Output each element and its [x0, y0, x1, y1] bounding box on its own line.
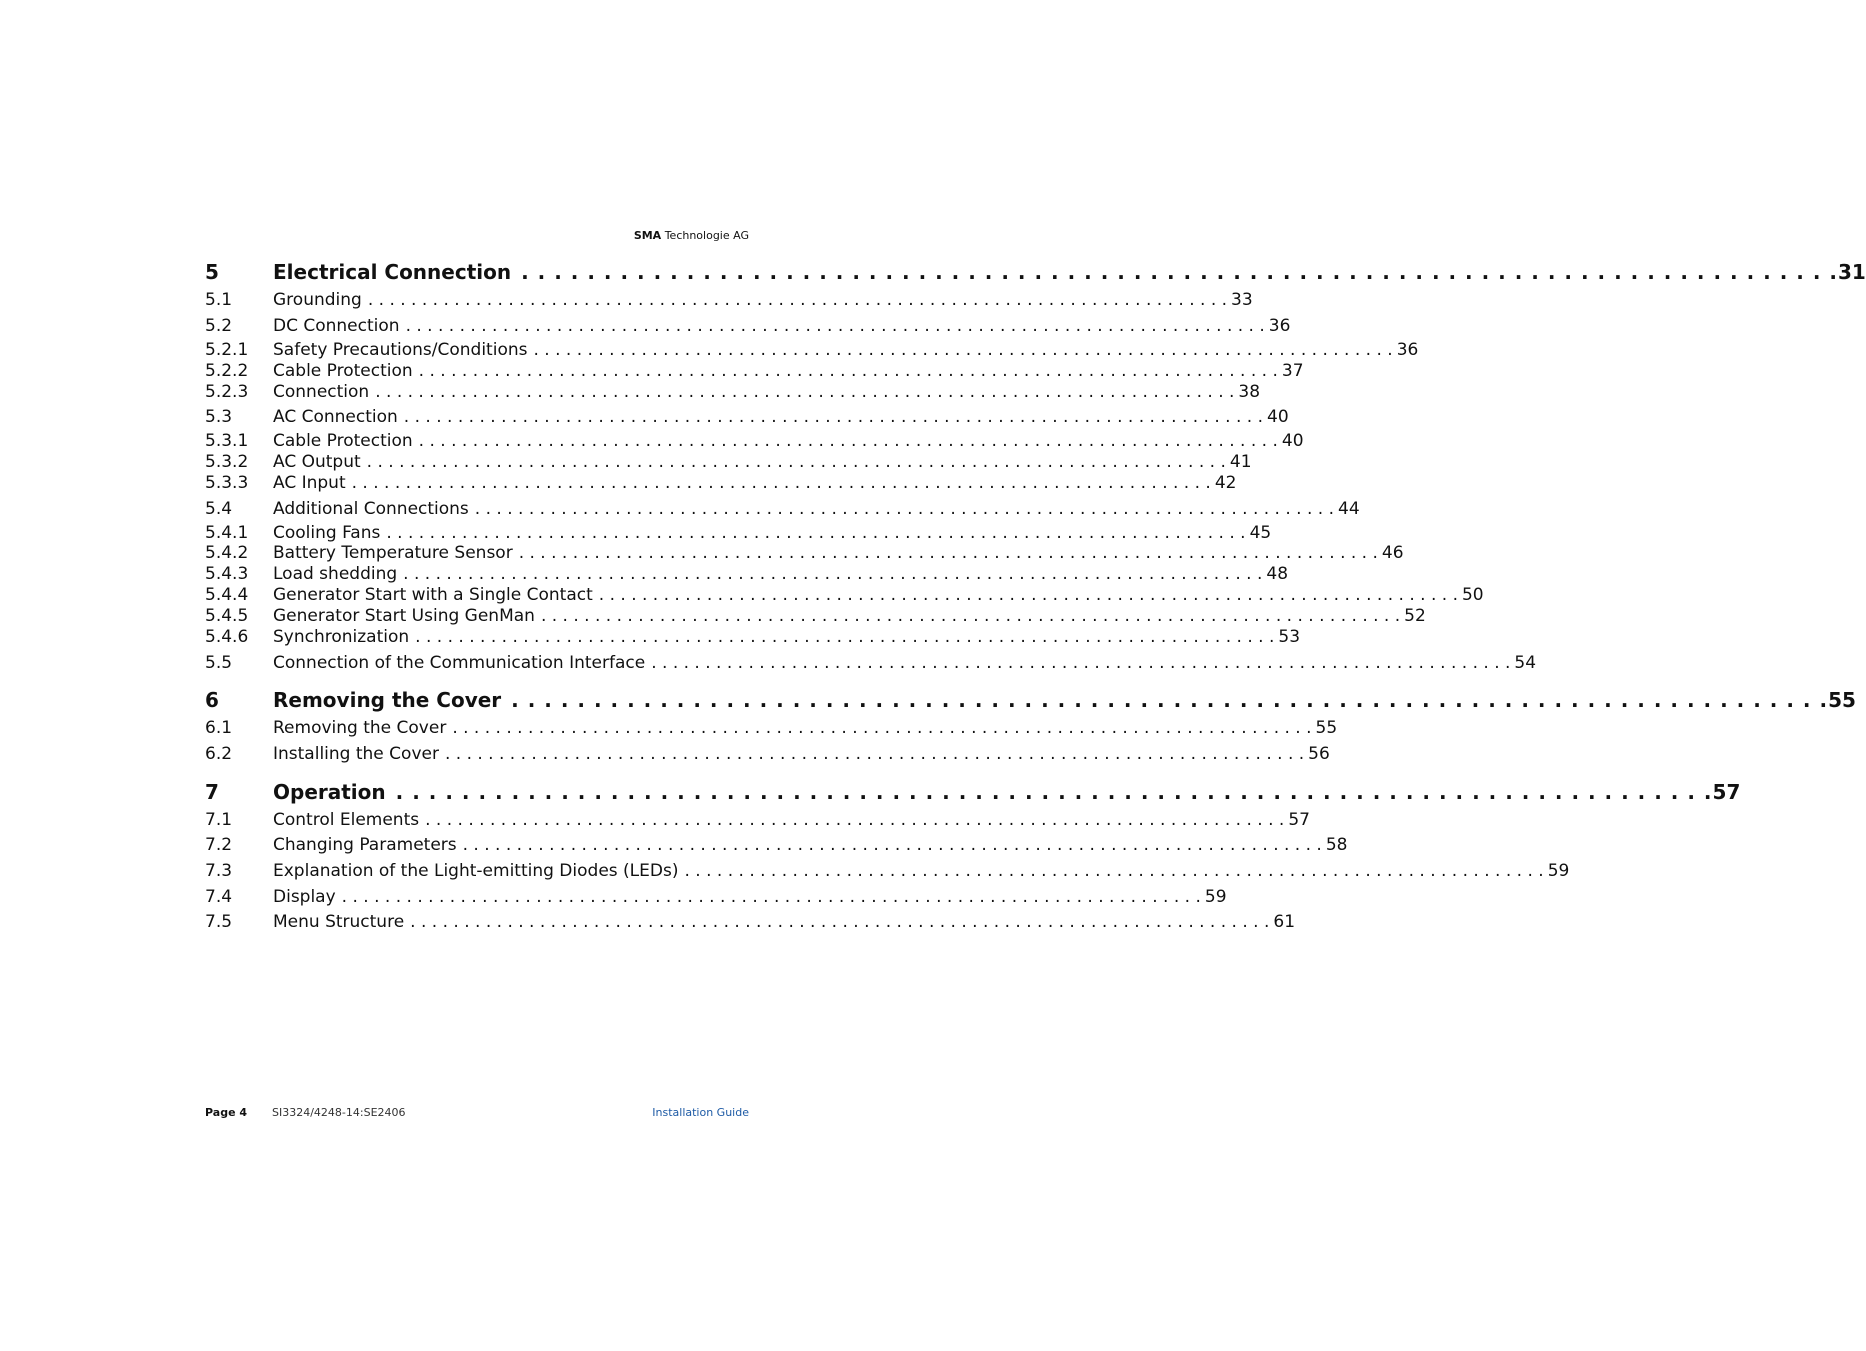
- toc-page-number: 58: [1325, 835, 1348, 855]
- toc-dot-leader: . . . . . . . . . . . . . . . . . . . . . . . . . . . . . . . . . . . . . . . . . . . . . . . . . . . . . . . . . . . . . . . . . . . . . . . . . . . . . . . .: [651, 653, 1511, 673]
- toc-dot-leader: . . . . . . . . . . . . . . . . . . . . . . . . . . . . . . . . . . . . . . . . . . . . . . . . . . . . . . . . . . . . . . . . . . . . . . . . . . . . . . . .: [444, 744, 1305, 764]
- toc-section-number: 7.3: [205, 861, 233, 881]
- toc-dot-leader: . . . . . . . . . . . . . . . . . . . . . . . . . . . . . . . . . . . . . . . . . . . . . . . . . . . . . . . . . . . . . . . . . . . . . . . . . . . . . . . .: [533, 340, 1393, 360]
- toc-entry-row[interactable]: [205, 451, 1252, 473]
- toc-section-title: Removing the Cover: [273, 718, 447, 738]
- toc-dot-leader: . . . . . . . . . . . . . . . . . . . . . . . . . . . . . . . . . . . . . . . . . . . . . . . . . . . . . . . . . . . . . . . . . . . . . . . . . . . . . . . .: [521, 260, 1838, 284]
- toc-entry-row[interactable]: [205, 626, 1301, 648]
- toc-page-number: 55: [1828, 688, 1856, 712]
- toc-entry-row[interactable]: [205, 289, 1253, 311]
- toc-section-title: Control Elements: [273, 810, 420, 830]
- toc-section-title: Menu Structure: [273, 912, 405, 932]
- toc-page-number: 61: [1273, 912, 1296, 932]
- toc-entry-row[interactable]: [205, 563, 1289, 585]
- toc-section-title: AC Input: [273, 473, 346, 493]
- toc-section-title: Generator Start with a Single Contact: [273, 585, 593, 605]
- toc-dot-leader: . . . . . . . . . . . . . . . . . . . . . . . . . . . . . . . . . . . . . . . . . . . . . . . . . . . . . . . . . . . . . . . . . . . . . . . . . . . . . . . .: [367, 290, 1228, 310]
- toc-entry-row[interactable]: [205, 911, 1296, 933]
- toc-section-number: 5.2: [205, 316, 233, 336]
- toc-page-number: 50: [1461, 585, 1484, 605]
- toc-section-number: 6.2: [205, 744, 233, 764]
- brand-name: SMA: [633, 229, 662, 242]
- toc-section-title: Electrical Connection: [273, 260, 512, 284]
- toc-section-number: 5.3.1: [205, 431, 249, 451]
- toc-dot-leader: . . . . . . . . . . . . . . . . . . . . . . . . . . . . . . . . . . . . . . . . . . . . . . . . . . . . . . . . . . . . . . . . . . . . . . . . . . . . . . . .: [598, 585, 1458, 605]
- toc-entry-row[interactable]: [205, 381, 1261, 403]
- toc-section-title: Changing Parameters: [273, 835, 457, 855]
- toc-section-number: 5.4.4: [205, 585, 249, 605]
- toc-section-number: 5.4.1: [205, 523, 249, 543]
- toc-page-number: 40: [1267, 407, 1289, 427]
- toc-section-number: 6: [205, 688, 219, 712]
- toc-section-number: 5.5: [205, 653, 233, 673]
- toc-section-title: Display: [273, 887, 336, 907]
- toc-dot-leader: . . . . . . . . . . . . . . . . . . . . . . . . . . . . . . . . . . . . . . . . . . . . . . . . . . . . . . . . . . . . . . . . . . . . . . . . . . . . . . . .: [540, 606, 1401, 626]
- toc-section-number: 5.2.2: [205, 361, 249, 381]
- toc-chapter-row[interactable]: [205, 687, 1856, 713]
- toc-section-number: 5.4.5: [205, 606, 249, 626]
- toc-section-number: 7.1: [205, 810, 233, 830]
- toc-dot-leader: . . . . . . . . . . . . . . . . . . . . . . . . . . . . . . . . . . . . . . . . . . . . . . . . . . . . . . . . . . . . . . . . . . . . . . . . . . . . . . . .: [405, 316, 1265, 336]
- toc-entry-row[interactable]: [205, 743, 1330, 765]
- toc-entry-row[interactable]: [205, 360, 1304, 382]
- toc-dot-leader: . . . . . . . . . . . . . . . . . . . . . . . . . . . . . . . . . . . . . . . . . . . . . . . . . . . . . . . . . . . . . . . . . . . . . . . . . . . . . . . .: [415, 627, 1275, 647]
- toc-dot-leader: . . . . . . . . . . . . . . . . . . . . . . . . . . . . . . . . . . . . . . . . . . . . . . . . . . . . . . . . . . . . . . . . . . . . . . . . . . . . . . . .: [410, 912, 1270, 932]
- toc-page-number: 54: [1514, 653, 1537, 673]
- toc-section-number: 5.3.2: [205, 452, 249, 472]
- toc-dot-leader: . . . . . . . . . . . . . . . . . . . . . . . . . . . . . . . . . . . . . . . . . . . . . . . . . . . . . . . . . . . . . . . . . . . . . . . . . . . . . . . .: [403, 407, 1264, 427]
- toc-page-number: 53: [1278, 627, 1301, 647]
- toc-section-number: 7.5: [205, 912, 233, 932]
- toc-section-title: Additional Connections: [273, 499, 469, 519]
- toc-section-number: 5.4.6: [205, 627, 249, 647]
- toc-section-number: 7: [205, 780, 219, 804]
- toc-entry-row[interactable]: [205, 498, 1360, 520]
- toc-section-number: 7.4: [205, 887, 233, 907]
- toc-section-title: Generator Start Using GenMan: [273, 606, 535, 626]
- toc-section-number: 5.3.3: [205, 473, 249, 493]
- toc-section-title: Operation: [273, 780, 386, 804]
- toc-section-title: Synchronization: [273, 627, 410, 647]
- toc-chapter-row[interactable]: [205, 779, 1741, 805]
- toc-entry-row[interactable]: [205, 886, 1227, 908]
- toc-section-title: Battery Temperature Sensor: [273, 543, 513, 563]
- toc-dot-leader: . . . . . . . . . . . . . . . . . . . . . . . . . . . . . . . . . . . . . . . . . . . . . . . . . . . . . . . . . . . . . . . . . . . . . . . . . . . . . . . .: [351, 473, 1211, 493]
- toc-dot-leader: . . . . . . . . . . . . . . . . . . . . . . . . . . . . . . . . . . . . . . . . . . . . . . . . . . . . . . . . . . . . . . . . . . . . . . . . . . . . . . . .: [684, 861, 1544, 881]
- running-header: [634, 229, 749, 242]
- toc-page-number: 57: [1288, 810, 1310, 830]
- toc-dot-leader: . . . . . . . . . . . . . . . . . . . . . . . . . . . . . . . . . . . . . . . . . . . . . . . . . . . . . . . . . . . . . . . . . . . . . . . . . . . . . . . .: [366, 452, 1226, 472]
- toc-entry-row[interactable]: [205, 542, 1404, 564]
- toc-entry-row[interactable]: [205, 652, 1537, 674]
- toc-section-number: 5.1: [205, 290, 233, 310]
- toc-section-title: Cooling Fans: [273, 523, 381, 543]
- toc-page-number: 59: [1547, 861, 1570, 881]
- toc-section-title: Safety Precautions/Conditions: [273, 340, 528, 360]
- toc-page-number: 55: [1315, 718, 1338, 738]
- toc-section-title: Explanation of the Light-emitting Diodes (LEDs): [273, 861, 679, 881]
- toc-page-number: 38: [1238, 382, 1261, 402]
- toc-entry-row[interactable]: [205, 339, 1419, 361]
- toc-section-number: 5.2.3: [205, 382, 249, 402]
- toc-section-title: Connection: [273, 382, 370, 402]
- toc-page-number: 59: [1204, 887, 1227, 907]
- toc-entry-row[interactable]: [205, 430, 1304, 452]
- toc-entry-row[interactable]: [205, 584, 1484, 606]
- toc-section-title: Grounding: [273, 290, 362, 310]
- toc-dot-leader: . . . . . . . . . . . . . . . . . . . . . . . . . . . . . . . . . . . . . . . . . . . . . . . . . . . . . . . . . . . . . . . . . . . . . . . . . . . . . . . .: [452, 718, 1312, 738]
- toc-dot-leader: . . . . . . . . . . . . . . . . . . . . . . . . . . . . . . . . . . . . . . . . . . . . . . . . . . . . . . . . . . . . . . . . . . . . . . . . . . . . . . . .: [418, 431, 1278, 451]
- toc-page-number: 48: [1266, 564, 1289, 584]
- toc-section-number: 5.4.3: [205, 564, 249, 584]
- toc-page-number: 36: [1396, 340, 1419, 360]
- toc-section-number: 5.3: [205, 407, 233, 427]
- toc-dot-leader: . . . . . . . . . . . . . . . . . . . . . . . . . . . . . . . . . . . . . . . . . . . . . . . . . . . . . . . . . . . . . . . . . . . . . . . . . . . . . . . .: [418, 361, 1278, 381]
- toc-page-number: 37: [1281, 361, 1304, 381]
- toc-dot-leader: . . . . . . . . . . . . . . . . . . . . . . . . . . . . . . . . . . . . . . . . . . . . . . . . . . . . . . . . . . . . . . . . . . . . . . . . . . . . . . . .: [511, 688, 1829, 712]
- toc-section-title: AC Output: [273, 452, 361, 472]
- toc-page-number: 57: [1712, 780, 1741, 804]
- toc-dot-leader: . . . . . . . . . . . . . . . . . . . . . . . . . . . . . . . . . . . . . . . . . . . . . . . . . . . . . . . . . . . . . . . . . . . . . . . . . . . . . . . .: [474, 499, 1335, 519]
- footer-page-number: Page 4: [205, 1106, 248, 1119]
- company-name: Technologie AG: [664, 229, 749, 242]
- toc-dot-leader: . . . . . . . . . . . . . . . . . . . . . . . . . . . . . . . . . . . . . . . . . . . . . . . . . . . . . . . . . . . . . . . . . . . . . . . . . . . . . . . .: [375, 382, 1235, 402]
- toc-page-number: 31: [1838, 260, 1866, 284]
- toc-section-number: 7.2: [205, 835, 233, 855]
- toc-entry-row[interactable]: [205, 834, 1348, 856]
- toc-page-number: 45: [1249, 523, 1272, 543]
- toc-entry-row[interactable]: [205, 860, 1570, 882]
- toc-entry-row[interactable]: [205, 315, 1291, 337]
- toc-section-title: Cable Protection: [273, 431, 413, 451]
- toc-section-number: 5: [205, 260, 219, 284]
- toc-page-number: 42: [1214, 473, 1237, 493]
- toc-section-number: 5.4: [205, 499, 233, 519]
- toc-dot-leader: . . . . . . . . . . . . . . . . . . . . . . . . . . . . . . . . . . . . . . . . . . . . . . . . . . . . . . . . . . . . . . . . . . . . . . . . . . . . . . . .: [395, 780, 1713, 804]
- toc-section-title: Removing the Cover: [273, 688, 502, 712]
- toc-dot-leader: . . . . . . . . . . . . . . . . . . . . . . . . . . . . . . . . . . . . . . . . . . . . . . . . . . . . . . . . . . . . . . . . . . . . . . . . . . . . . . . .: [403, 564, 1263, 584]
- toc-section-title: Cable Protection: [273, 361, 413, 381]
- toc-dot-leader: . . . . . . . . . . . . . . . . . . . . . . . . . . . . . . . . . . . . . . . . . . . . . . . . . . . . . . . . . . . . . . . . . . . . . . . . . . . . . . . .: [518, 543, 1378, 563]
- toc-page-number: 46: [1381, 543, 1404, 563]
- toc-section-title: Installing the Cover: [273, 744, 439, 764]
- toc-page-number: 56: [1308, 744, 1330, 764]
- toc-entry-row[interactable]: [205, 717, 1338, 739]
- toc-entry-row[interactable]: [205, 522, 1272, 544]
- toc-dot-leader: . . . . . . . . . . . . . . . . . . . . . . . . . . . . . . . . . . . . . . . . . . . . . . . . . . . . . . . . . . . . . . . . . . . . . . . . . . . . . . . .: [341, 887, 1201, 907]
- toc-section-number: 5.4.2: [205, 543, 249, 563]
- toc-section-title: Connection of the Communication Interface: [273, 653, 646, 673]
- toc-chapter-row[interactable]: [205, 259, 1866, 285]
- toc-entry-row[interactable]: [205, 809, 1310, 831]
- toc-section-number: 5.2.1: [205, 340, 249, 360]
- toc-dot-leader: . . . . . . . . . . . . . . . . . . . . . . . . . . . . . . . . . . . . . . . . . . . . . . . . . . . . . . . . . . . . . . . . . . . . . . . . . . . . . . . .: [386, 523, 1246, 543]
- toc-page-number: 40: [1281, 431, 1304, 451]
- toc-section-title: AC Connection: [273, 407, 398, 427]
- toc-entry-row[interactable]: [205, 605, 1426, 627]
- toc-section-title: DC Connection: [273, 316, 400, 336]
- toc-page-number: 52: [1404, 606, 1426, 626]
- toc-entry-row[interactable]: [205, 406, 1289, 428]
- toc-page-number: 33: [1231, 290, 1253, 310]
- toc-entry-row[interactable]: [205, 472, 1237, 494]
- toc-page-number: 36: [1268, 316, 1291, 336]
- toc-dot-leader: . . . . . . . . . . . . . . . . . . . . . . . . . . . . . . . . . . . . . . . . . . . . . . . . . . . . . . . . . . . . . . . . . . . . . . . . . . . . . . . .: [462, 835, 1322, 855]
- toc-page-number: 44: [1338, 499, 1360, 519]
- toc-section-number: 6.1: [205, 718, 233, 738]
- toc-dot-leader: . . . . . . . . . . . . . . . . . . . . . . . . . . . . . . . . . . . . . . . . . . . . . . . . . . . . . . . . . . . . . . . . . . . . . . . . . . . . . . . .: [425, 810, 1285, 830]
- footer-guide-title: Installation Guide: [652, 1106, 749, 1119]
- footer-document-id: SI3324/4248-14:SE2406: [272, 1106, 406, 1119]
- toc-page-number: 41: [1229, 452, 1252, 472]
- toc-section-title: Load shedding: [273, 564, 398, 584]
